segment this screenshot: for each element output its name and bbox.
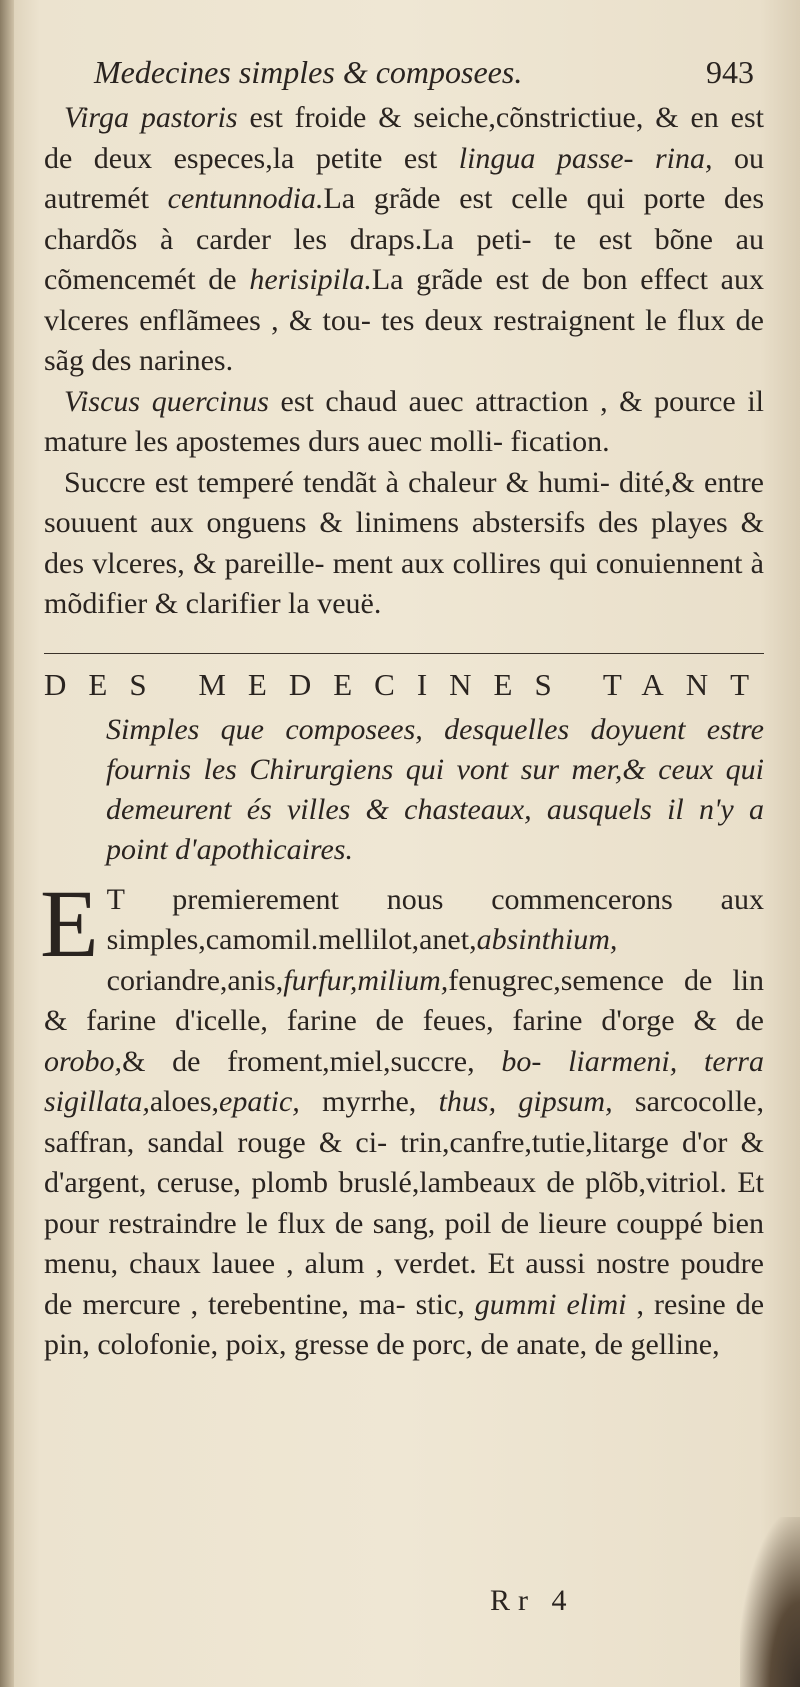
text-segment: Succre est temperé tendãt à chaleur & humi- dité,& entre souuent aux onguens & linimens abstersifs des playes & des vlceres, & pareille- ment aux collires qui conuiennent à mõdifier & clarifier la veuë. — [44, 465, 764, 620]
term-boliarmeni-terra-sigillata: bo- liarmeni, terra sigillata, — [44, 1044, 764, 1118]
text-segment: La grãde est de bon effect aux vlceres enflãmees , & tou- tes deux restraignent le flux de sãg des narines. — [44, 263, 764, 377]
term-viscus-quercinus: Viscus quercinus — [64, 384, 269, 418]
text-segment: coriandre,anis, — [106, 963, 284, 997]
text-segment: & de froment,miel,succre, — [122, 1044, 502, 1078]
paragraph-succre — [44, 463, 764, 625]
section-divider-rule — [44, 653, 764, 654]
text-segment: est froide & seiche,cõnstrictiue, & en est de deux especes,la petite est — [44, 101, 764, 175]
term-epatic: epatic, — [219, 1085, 300, 1118]
paragraph-virga-pastoris — [44, 98, 764, 382]
section-subheading: Simples que composees, desquelles doyuent estre fournis les Chirurgiens qui vont sur mer,& ceux qui demeurent és villes & chasteaux, ausquels il n'y a point d'apothicaires. — [106, 712, 764, 866]
running-header — [44, 48, 764, 96]
page-number: 943 — [706, 54, 754, 90]
term-orobo: orobo, — [44, 1044, 123, 1078]
term-absinthium: absinthium, — [476, 923, 618, 956]
section-heading: DES MEDECINES TANT — [44, 666, 772, 702]
text-segment: myrrhe, — [299, 1085, 439, 1118]
page-text-block — [40, 48, 772, 1366]
text-segment: fenugrec,semence de lin & farine d'icelle, farine de feues, farine d'orge & de — [44, 963, 764, 1037]
running-title: Medecines simples & composees. — [94, 54, 523, 90]
signature-mark: Rr 4 — [490, 1584, 575, 1617]
text-segment: ou autremét — [44, 141, 765, 215]
text-segment: T premierement nous commencerons aux simples,camomil.mellilot,anet, — [106, 882, 764, 956]
text-segment: est chaud auec attraction , & pource il mature les apostemes durs auec molli- fication. — [44, 384, 764, 458]
term-herisipila: herisipila. — [249, 263, 372, 296]
paragraph-simples-list — [40, 869, 765, 1366]
text-segment: sarcocolle, saffran, sandal rouge & ci- trin,canfre,tutie,litarge d'or & d'argent, ceruse, plomb bruslé,lambeaux de plõb,vitriol. Et pour restraindre le flux de sang, poil de lieure couppé bien menu, chaux lauee , alum , verdet. Et aussi nostre poudre de mercure , terebentine, ma- stic, — [44, 1085, 764, 1321]
term-centunnodia: centunnodia. — [167, 182, 324, 215]
term-gummi-elimi: gummi elimi — [474, 1287, 627, 1321]
text-segment: aloes, — [149, 1085, 219, 1118]
term-thus-gipsum: thus, gipsum, — [438, 1085, 613, 1118]
term-virga-pastoris: Virga pastoris — [64, 101, 238, 134]
term-furfur-milium: furfur,milium, — [283, 963, 449, 997]
page-corner-stain — [740, 1517, 800, 1687]
paragraph-viscus-quercinus — [44, 382, 764, 463]
term-lingua-passerina: lingua passe- rina, — [458, 141, 713, 175]
text-segment: La grãde est celle qui porte des chardõs à carder les draps.La peti- te est bõne au cõmencemét de — [44, 182, 764, 296]
page-binding-edge — [0, 0, 14, 1687]
drop-cap-letter: E — [40, 869, 99, 977]
text-segment: , resine de pin, colofonie, poix, gresse de porc, de anate, de gelline, — [44, 1287, 765, 1361]
